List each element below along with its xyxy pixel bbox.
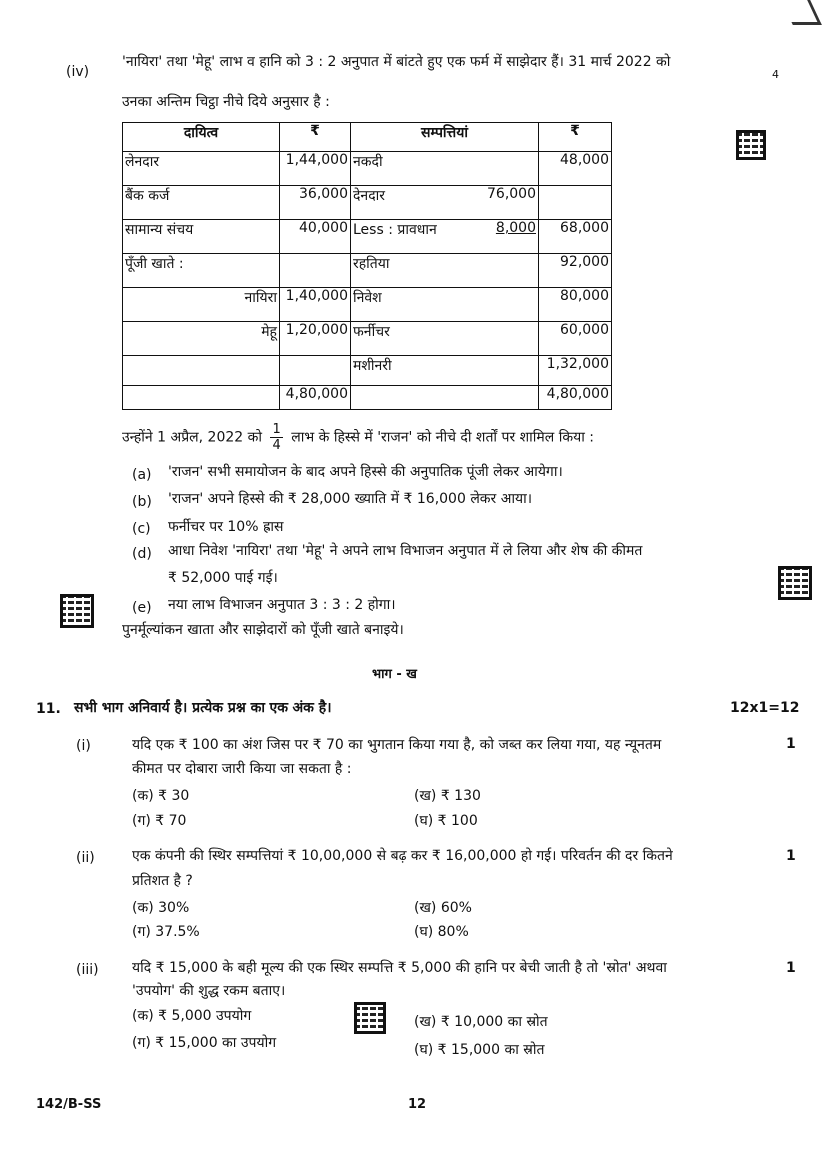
asset-value: 1,32,000 (539, 356, 612, 386)
condition-text: 'राजन' अपने हिस्से की ₹ 28,000 ख्याति में ₹ 16,000 लेकर आया। (168, 491, 533, 507)
liability-label: लेनदार (123, 152, 280, 186)
q11-text-c: अंक है। (292, 700, 332, 716)
condition-label: (e) (132, 600, 152, 616)
option-ka: (क) ₹ 5,000 उपयोग (132, 1008, 252, 1024)
table-row (123, 152, 612, 186)
instruction-text: पुनर्मूल्यांकन खाता और साझेदारों को पूँजी खाते बनाइये। (122, 622, 404, 638)
option-ka: (क) 30% (132, 900, 190, 916)
option-ga: (ग) ₹ 15,000 का उपयोग (132, 1035, 277, 1051)
asset-value: 80,000 (539, 288, 612, 322)
asset-label: निवेश (351, 288, 475, 322)
option-ga: (ग) 37.5% (132, 924, 200, 940)
liabilities-total: 4,80,000 (280, 386, 351, 410)
condition-label: (a) (132, 467, 152, 483)
sub-question-mark: 1 (786, 736, 796, 752)
liability-label: पूँजी खाते : (123, 254, 280, 288)
totals-blank (123, 386, 280, 410)
asset-value (539, 186, 612, 220)
option-kha: (ख) 60% (414, 900, 472, 916)
question-11-instruction (74, 698, 332, 717)
page-corner-mark (781, 0, 822, 25)
totals-blank (351, 386, 475, 410)
sub-question-text: प्रतिशत है ? (132, 873, 193, 889)
fraction-numerator: 1 (272, 422, 281, 437)
asset-label: Less : प्रावधान (351, 220, 475, 254)
liability-value: 1,44,000 (280, 152, 351, 186)
sub-question-label: (ii) (76, 850, 95, 866)
liability-label: बैंक कर्ज (123, 186, 280, 220)
section-title: भाग - ख (372, 667, 417, 682)
totals-row (123, 386, 612, 410)
asset-inner-amount (474, 322, 539, 356)
condition-text: 'राजन' सभी समायोजन के बाद अपने हिस्से की अनुपातिक पूंजी लेकर आयेगा। (168, 464, 563, 480)
condition-text-continued: ₹ 52,000 पाई गई। (168, 570, 278, 586)
option-ka: (क) ₹ 30 (132, 788, 190, 804)
liability-label (123, 356, 280, 386)
admission-statement (122, 422, 594, 453)
sub-question-label: (i) (76, 738, 91, 754)
condition-label: (c) (132, 521, 151, 537)
asset-value: 60,000 (539, 322, 612, 356)
liability-value: 40,000 (280, 220, 351, 254)
sub-question-text: यदि ₹ 15,000 के बही मूल्य की एक स्थिर सम्पत्ति ₹ 5,000 की हानि पर बेची जाती है तो 'स्रोत' अथवा (132, 960, 667, 976)
condition-text: फर्नीचर पर 10% ह्रास (168, 519, 284, 535)
asset-value: 68,000 (539, 220, 612, 254)
condition-label: (b) (132, 494, 152, 510)
assets-total: 4,80,000 (539, 386, 612, 410)
liability-value (280, 356, 351, 386)
admission-post: लाभ के हिस्से में 'राजन' को नीचे दी शर्तों पर शामिल किया : (291, 429, 595, 446)
liability-value: 36,000 (280, 186, 351, 220)
sub-question-label: (iii) (76, 962, 99, 978)
asset-value: 92,000 (539, 254, 612, 288)
asset-inner-amount (474, 288, 539, 322)
table-row (123, 254, 612, 288)
table-row (123, 356, 612, 386)
liability-value: 1,20,000 (280, 322, 351, 356)
sub-question-text: कीमत पर दोबारा जारी किया जा सकता है : (132, 761, 352, 777)
condition-label: (d) (132, 546, 152, 562)
sub-question-mark: 1 (786, 848, 796, 864)
asset-label: देनदार (351, 186, 475, 220)
qr-code-icon (778, 566, 812, 600)
option-gha: (घ) ₹ 15,000 का स्रोत (414, 1042, 545, 1058)
table-row (123, 220, 612, 254)
sub-question-text: एक कंपनी की स्थिर सम्पत्तियां ₹ 10,00,000 से बढ़ कर ₹ 16,00,000 हो गई। परिवर्तन की दर कितने (132, 848, 673, 864)
fraction-denominator: 4 (272, 438, 281, 453)
liability-label: मेहू (123, 322, 280, 356)
admission-pre: उन्होंने 1 अप्रैल, 2022 को (122, 429, 263, 446)
asset-label: नकदी (351, 152, 475, 186)
header-rupee-2: ₹ (539, 123, 612, 152)
question-11-marks: 12x1=12 (730, 700, 800, 716)
asset-label: रहतिया (351, 254, 475, 288)
condition-text: नया लाभ विभाजन अनुपात 3 : 3 : 2 होगा। (168, 597, 396, 613)
asset-label: फर्नीचर (351, 322, 475, 356)
table-row (123, 322, 612, 356)
header-assets: सम्पत्तियां (351, 123, 539, 152)
asset-inner-amount (474, 356, 539, 386)
option-kha: (ख) ₹ 10,000 का स्रोत (414, 1014, 548, 1030)
asset-label: मशीनरी (351, 356, 475, 386)
question-11-number: 11. (36, 701, 61, 717)
sub-question-text: 'उपयोग' की शुद्ध रकम बताए। (132, 983, 286, 999)
q11-text-b: एक (269, 700, 288, 716)
page-number: 12 (408, 1097, 427, 1112)
totals-blank (474, 386, 539, 410)
liability-label: सामान्य संचय (123, 220, 280, 254)
asset-inner-amount (474, 254, 539, 288)
asset-inner-amount: 8,000 (474, 220, 539, 254)
table-row (123, 186, 612, 220)
asset-value: 48,000 (539, 152, 612, 186)
balance-sheet-header (123, 123, 612, 152)
question-iv-label: (iv) (66, 64, 90, 80)
qr-code-icon (736, 130, 766, 160)
paper-code: 142/B-SS (36, 1097, 102, 1112)
option-gha: (घ) ₹ 100 (414, 813, 478, 829)
asset-inner-amount (474, 152, 539, 186)
liability-value (280, 254, 351, 288)
table-row (123, 288, 612, 322)
profit-share-fraction (270, 422, 282, 453)
header-rupee-1: ₹ (280, 123, 351, 152)
sub-question-text: यदि एक ₹ 100 का अंश जिस पर ₹ 70 का भुगतान किया गया है, को जब्त कर लिया गया, यह न्यूनतम (132, 737, 662, 753)
qr-code-icon (354, 1002, 386, 1034)
option-ga: (ग) ₹ 70 (132, 813, 187, 829)
margin-mark: 4 (772, 68, 779, 81)
liability-label: नायिरा (123, 288, 280, 322)
asset-inner-amount: 76,000 (474, 186, 539, 220)
condition-text: आधा निवेश 'नायिरा' तथा 'मेहू' ने अपने लाभ विभाजन अनुपात में ले लिया और शेष की कीमत (168, 543, 643, 559)
qr-code-icon (60, 594, 94, 628)
header-liabilities: दायित्व (123, 123, 280, 152)
liability-value: 1,40,000 (280, 288, 351, 322)
option-gha: (घ) 80% (414, 924, 469, 940)
balance-sheet-table (122, 122, 612, 410)
option-kha: (ख) ₹ 130 (414, 788, 481, 804)
q11-text-a: सभी भाग अनिवार्य है। प्रत्येक प्रश्न का (74, 700, 266, 716)
question-iv-line2: उनका अन्तिम चिट्ठा नीचे दिये अनुसार है : (122, 94, 330, 110)
sub-question-mark: 1 (786, 960, 796, 976)
question-iv-line1: 'नायिरा' तथा 'मेहू' लाभ व हानि को 3 : 2 अनुपात में बांटते हुए एक फर्म में साझेदार हैं। 31 मार्च 2022 को (122, 54, 671, 70)
